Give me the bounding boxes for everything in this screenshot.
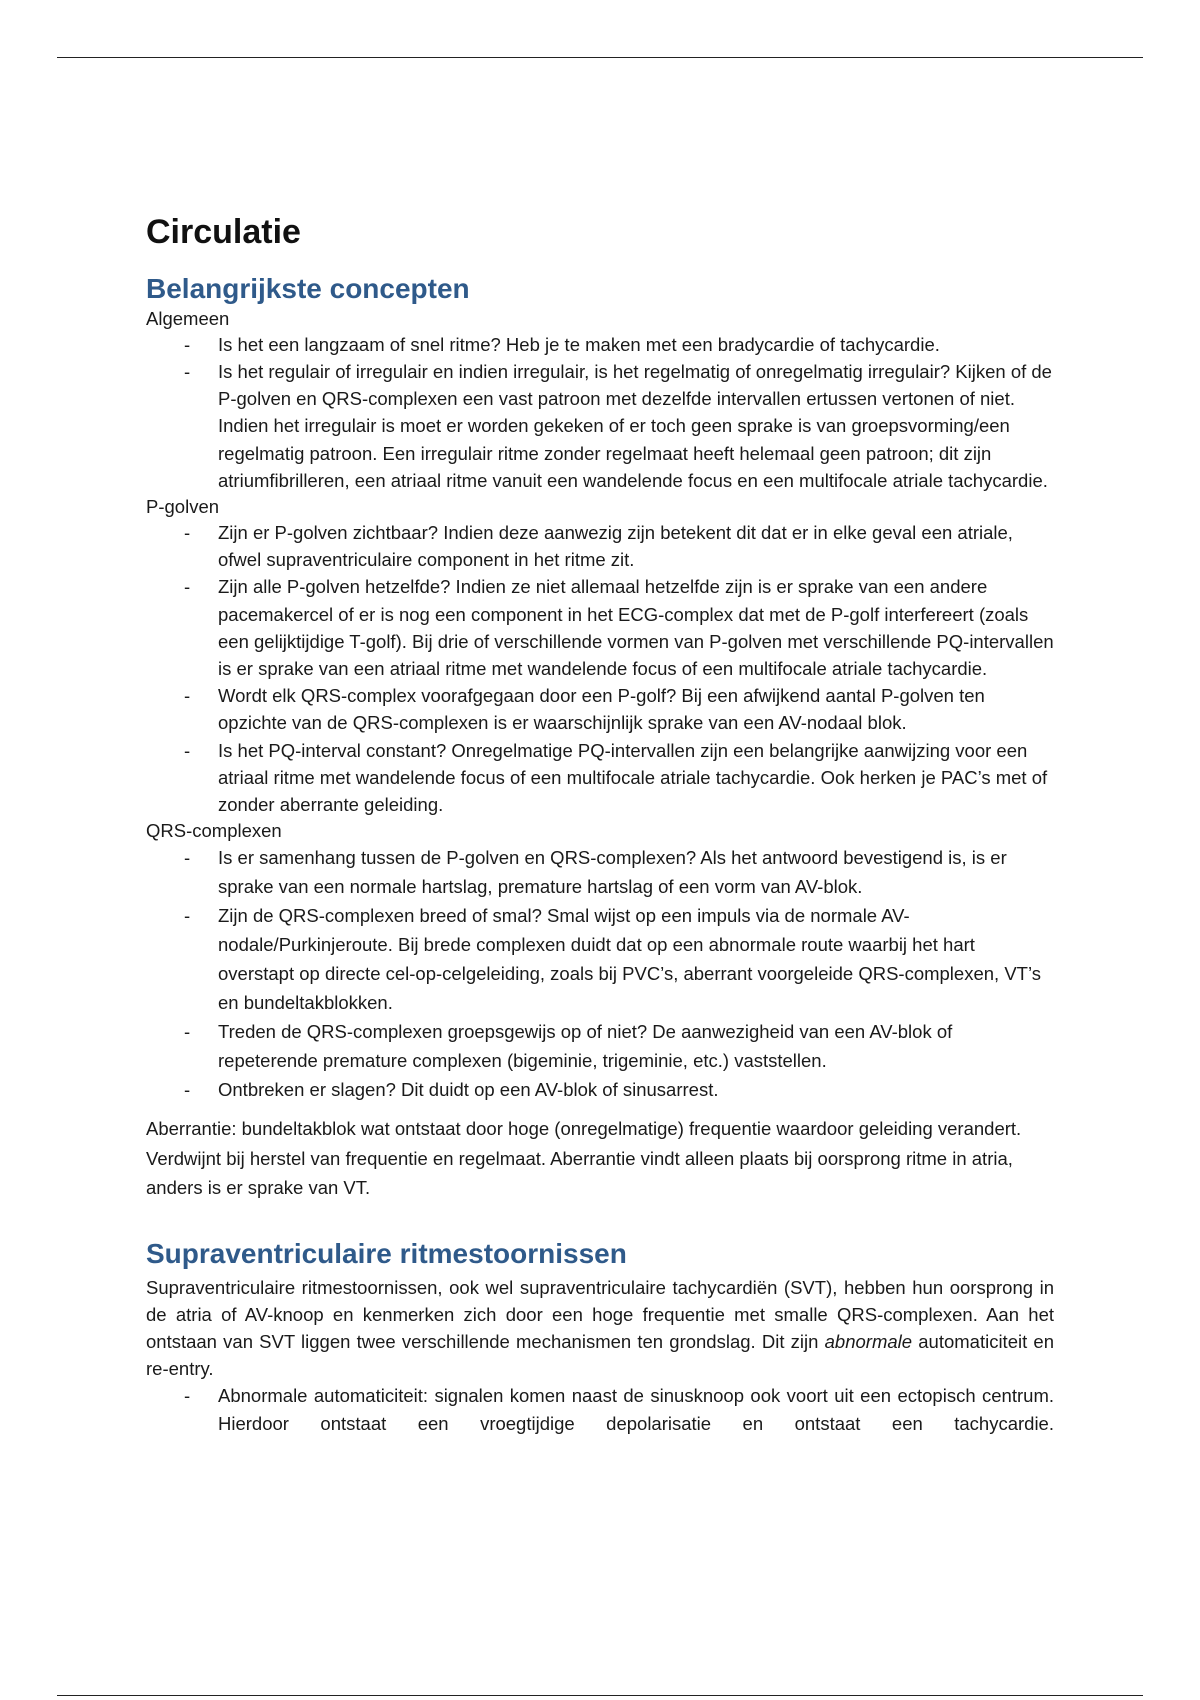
document-page: [146, 210, 1054, 1437]
group-label: P-golven: [146, 496, 220, 517]
list-item: - Is het PQ-interval constant? Onregelmatige PQ-intervallen zijn een belangrijke aanwijzing voor een atriaal ritme met wandelende focus of een multifocale atriale tachycardie. Ook herken je PAC’s met of zonder aberrante geleiding.: [218, 737, 1054, 819]
group-label: QRS-complexen: [146, 820, 282, 842]
list-item: - Is het een langzaam of snel ritme? Heb je te maken met een bradycardie of tachycardie.: [218, 331, 1054, 358]
list-item: - Wordt elk QRS-complex voorafgegaan door een P-golf? Bij een afwijkend aantal P-golven ten opzichte van de QRS-complexen is er waarschijnlijk sprake van een AV-nodaal blok.: [218, 682, 1054, 736]
section-heading-concepten: Belangrijkste concepten: [146, 273, 470, 305]
intro-text-end: automaticiteit en re-entry.: [146, 1331, 1054, 1380]
group-label: Algemeen: [146, 307, 230, 329]
list-item: - Treden de QRS-complexen groepsgewijs op of niet? De aanwezigheid van een AV-blok of repeterende premature complexen (bigeminie, trigeminie, etc.) vaststellen.: [218, 1017, 1054, 1075]
list-item: - Ontbreken er slagen? Dit duidt op een AV-blok of sinusarrest.: [218, 1075, 1054, 1104]
header-rule: [57, 57, 1143, 58]
group-p-golven: [146, 494, 1054, 818]
list-item: - Is het regulair of irregulair en indien irregulair, is het regelmatig of onregelmatig irregulair? Kijken of de P-golven en QRS-complexen een vast patroon met dezelfde intervallen ertussen vertonen of niet. Indien het irregulair is moet er worden gekeken of er toch geen sprake is van groepsvorming/een regelmatig patroon. Een irregulair ritme zonder regelmaat heeft helemaal geen patroon; dit zijn atriumfibrilleren, een atriaal ritme vanuit een wandelende focus en een multifocale atriale tachycardie.: [218, 358, 1054, 494]
group-algemeen: [146, 306, 1054, 494]
list-item: - Is er samenhang tussen de P-golven en QRS-complexen? Als het antwoord bevestigend is, is er sprake van een normale hartslag, premature hartslag of een vorm van AV-blok.: [218, 843, 1054, 901]
intro-text: Supraventriculaire ritmestoornissen, ook wel supraventriculaire tachycardiën (SVT), hebben hun oorsprong in de atria of AV-knoop en kenmerken zich door een hoge frequentie met smalle QRS-complexen. Aan het ontstaan van SVT liggen twee verschillende mechanismen ten grondslag. Dit zijn: [146, 1277, 1054, 1353]
svt-intro-paragraph: [146, 1274, 1054, 1382]
list-item: - Zijn alle P-golven hetzelfde? Indien ze niet allemaal hetzelfde zijn is er sprake van een andere pacemakercel of er is nog een component in het ECG-complex dat met de P-golf interfereert (zoals een gelijktijdige T-golf). Bij drie of verschillende vormen van P-golven met verschillende PQ-intervallen is er sprake van een atriaal ritme met wandelende focus of een multifocale atriale tachycardie.: [218, 573, 1054, 682]
list-item: - Zijn er P-golven zichtbaar? Indien deze aanwezig zijn betekent dit dat er in elke geval een atriale, ofwel supraventriculaire component in het ritme zit.: [218, 519, 1054, 573]
aberrantie-paragraph: Aberrantie: bundeltakblok wat ontstaat door hoge (onregelmatige) frequentie waardoor geleiding verandert. Verdwijnt bij herstel van frequentie en regelmaat. Aberrantie vindt alleen plaats bij oorsprong ritme in atria, anders is er sprake van VT.: [146, 1118, 1022, 1199]
document-title: Circulatie: [146, 213, 301, 251]
list-item: - Abnormale automaticiteit: signalen komen naast de sinusknoop ook voort uit een ectopisch centrum. Hierdoor ontstaat een vroegtijdige depolarisatie en ontstaat een tachycardie.: [218, 1382, 1054, 1436]
footer-rule: [57, 1695, 1143, 1696]
section-heading-svt: Supraventriculaire ritmestoornissen: [146, 1237, 627, 1269]
intro-emphasis: abnormale: [824, 1331, 913, 1353]
group-qrs-complexen: [146, 818, 1054, 1104]
list-item: - Zijn de QRS-complexen breed of smal? Smal wijst op een impuls via de normale AV-nodale/Purkinjeroute. Bij brede complexen duidt dat op een abnormale route waarbij het hart overstapt op directe cel-op-celgeleiding, zoals bij PVC’s, aberrant voorgeleide QRS-complexen, VT’s en bundeltakblokken.: [218, 901, 1054, 1017]
